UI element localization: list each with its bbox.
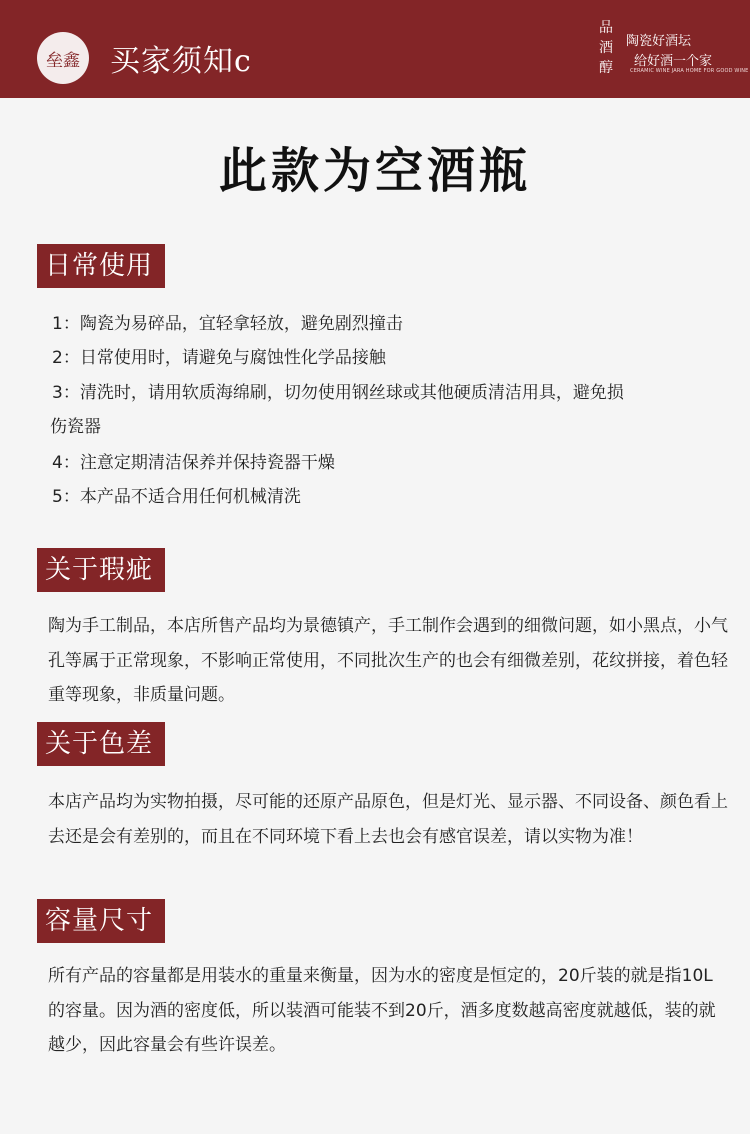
header-title: 买家须知c <box>110 44 252 79</box>
color-paragraph: 本店产品均为实物拍摄，尽可能的还原产品原色，但是灯光、显示器、不同设备、颜色看上去还是会有差别的，而且在不同环境下看上去也会有感官误差，请以实物为准！ <box>48 792 728 847</box>
section-label-capacity: 容量尺寸 <box>37 899 165 943</box>
brand-logo: 垒鑫 <box>37 32 89 84</box>
list-item: 4：注意定期清洁保养并保持瓷器干燥 <box>52 453 335 473</box>
brand-vertical-text: 品酒醇 <box>599 20 613 76</box>
slogan-line-1: 陶瓷好酒坛 <box>626 34 692 49</box>
flaws-paragraph: 陶为手工制品，本店所售产品均为景德镇产，手工制作会遇到的细微问题，如小黑点，小气孔等属于正常现象，不影响正常使用，不同批次生产的也会有细微差别，花纹拼接，着色轻重等现象，非质量问题。 <box>48 616 728 705</box>
slogan-english: CERAMIC WINE JARA HOME FOR GOOD WINE <box>630 68 749 74</box>
section-label-color-difference: 关于色差 <box>37 722 165 766</box>
list-item: 3：清洗时，请用软质海绵刷，切勿使用钢丝球或其他硬质清洁用具，避免损 <box>52 383 624 403</box>
capacity-paragraph: 所有产品的容量都是用装水的重量来衡量，因为水的密度是恒定的，20斤装的就是指10L的容量。因为酒的密度低，所以装酒可能装不到20斤，酒多度数越高密度就越低，装的就越少，因此容量会有些许误差。 <box>48 966 716 1055</box>
list-item: 5：本产品不适合用任何机械清洗 <box>52 487 301 507</box>
brand-slogan-block <box>596 18 749 82</box>
slogan-line-2: 给好酒一个家 <box>634 54 713 69</box>
header-banner <box>0 0 750 98</box>
list-item: 2：日常使用时，请避免与腐蚀性化学品接触 <box>52 348 386 368</box>
page-title: 此款为空酒瓶 <box>218 143 531 199</box>
section-label-daily-use: 日常使用 <box>37 244 165 288</box>
list-item-continuation: 伤瓷器 <box>50 417 101 437</box>
section-label-flaws: 关于瑕疵 <box>37 548 165 592</box>
list-item: 1：陶瓷为易碎品，宜轻拿轻放，避免剧烈撞击 <box>52 314 403 334</box>
